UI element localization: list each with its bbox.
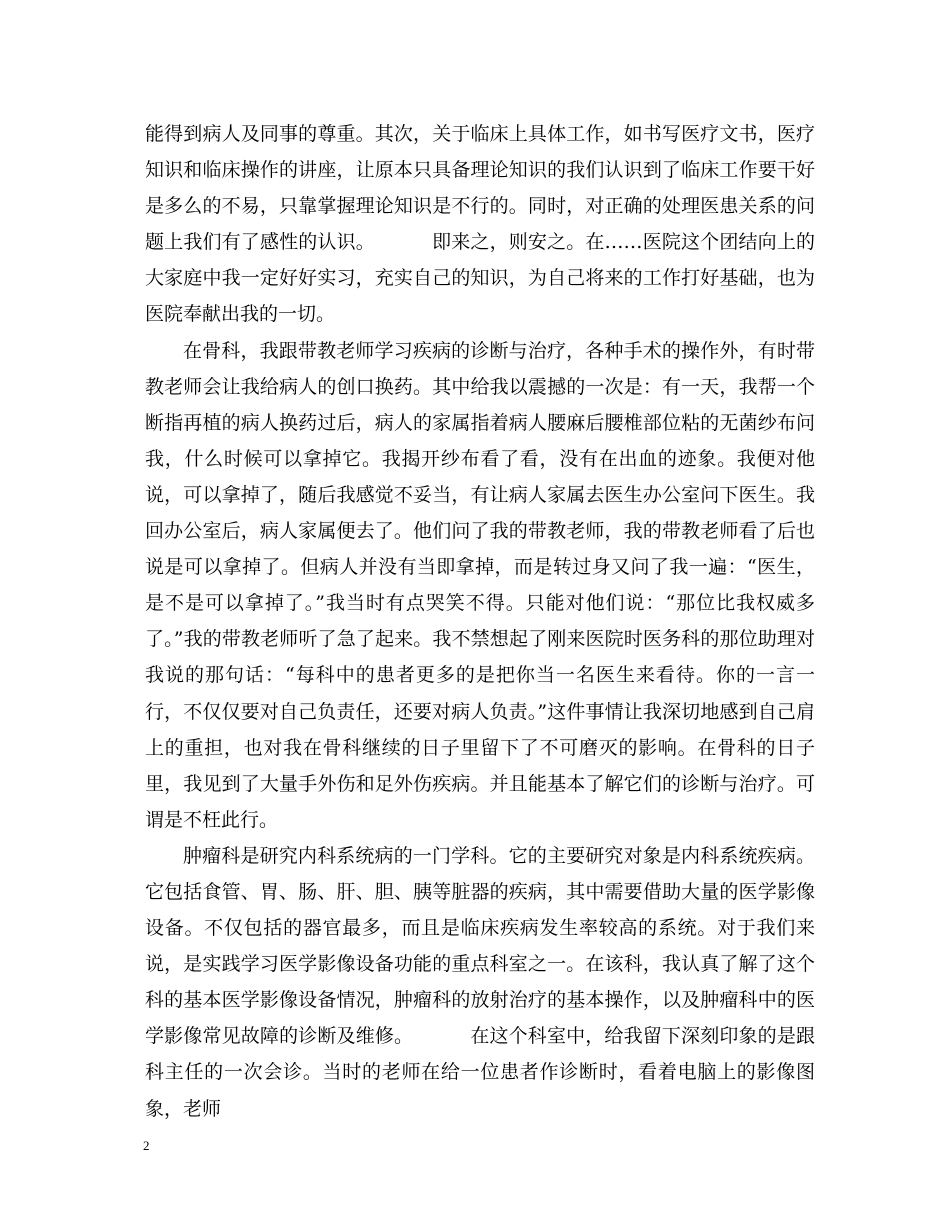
- paragraph-3-text-a: 肿瘤科是研究内科系统病的一门学科。它的主要研究对象是内科系统疾病。它包括食管、胃、肠、肝、胆、胰等脏器的疾病，其中需要借助大量的医学影像设备。不仅包括的器官最多，而且是临床疾病发生率较高的系统。对于我们来说，是实践学习医学影像设备功能的重点科室之一。在该科，我认真了解了这个科的基本医学影像设备情况，肿瘤科的放射治疗的基本操作，以及肿瘤科中的医学影像常见故障的诊断及维修。: [145, 844, 815, 1048]
- paragraph-2-text: 在骨科，我跟带教老师学习疾病的诊断与治疗，各种手术的操作外，有时带教老师会让我给病人的创口换药。其中给我以震撼的一次是：有一天，我帮一个断指再植的病人换药过后，病人的家属指着病人腰麻后腰椎部位粘的无菌纱布问我，什么时候可以拿掉它。我揭开纱布看了看，没有在出血的迹象。我便对他说，可以拿掉了，随后我感觉不妥当，有让病人家属去医生办公室问下医生。我回办公室后，病人家属便去了。他们问了我的带教老师，我的带教老师看了后也说是可以拿掉了。但病人并没有当即拿掉，而是转过身又问了我一遍：“医生，是不是可以拿掉了。”我当时有点哭笑不得。只能对他们说：“那位比我权威多了。”我的带教老师听了急了起来。我不禁想起了刚来医院时医务科的那位助理对我说的那句话：“每科中的患者更多的是把你当一名医生来看待。你的一言一行，不仅仅要对自己负责任，还要对病人负责。”这件事情让我深切地感到自己肩上的重担，也对我在骨科继续的日子里留下了不可磨灭的影响。在骨科的日子里，我见到了大量手外伤和足外伤疾病。并且能基本了解它们的诊断与治疗。可谓是不枉此行。: [145, 339, 815, 831]
- paragraph-3: [145, 838, 815, 1127]
- paragraph-1-text-b: 即来之，则安之。在……医院这个团结向上的大家庭中我一定好好实习，充实自己的知识，为自己将来的工作打好基础，也为医院奉献出我的一切。: [145, 231, 815, 326]
- page-number: 2: [143, 1138, 150, 1153]
- paragraph-3-text-b: 在这个科室中，给我留下深刻印象的是跟科主任的一次会诊。当时的老师在给一位患者作诊断时，看着电脑上的影像图象，老师: [145, 1025, 815, 1120]
- paragraph-1: [145, 116, 815, 333]
- document-body: [145, 116, 815, 1127]
- paragraph-2: [145, 333, 815, 838]
- paragraph-1-text-a: 能得到病人及同事的尊重。其次，关于临床上具体工作，如书写医疗文书，医疗知识和临床操作的讲座，让原本只具备理论知识的我们认识到了临床工作要干好是多么的不易，只靠掌握理论知识是不行的。同时，对正确的处理医患关系的问题上我们有了感性的认识。: [145, 123, 815, 254]
